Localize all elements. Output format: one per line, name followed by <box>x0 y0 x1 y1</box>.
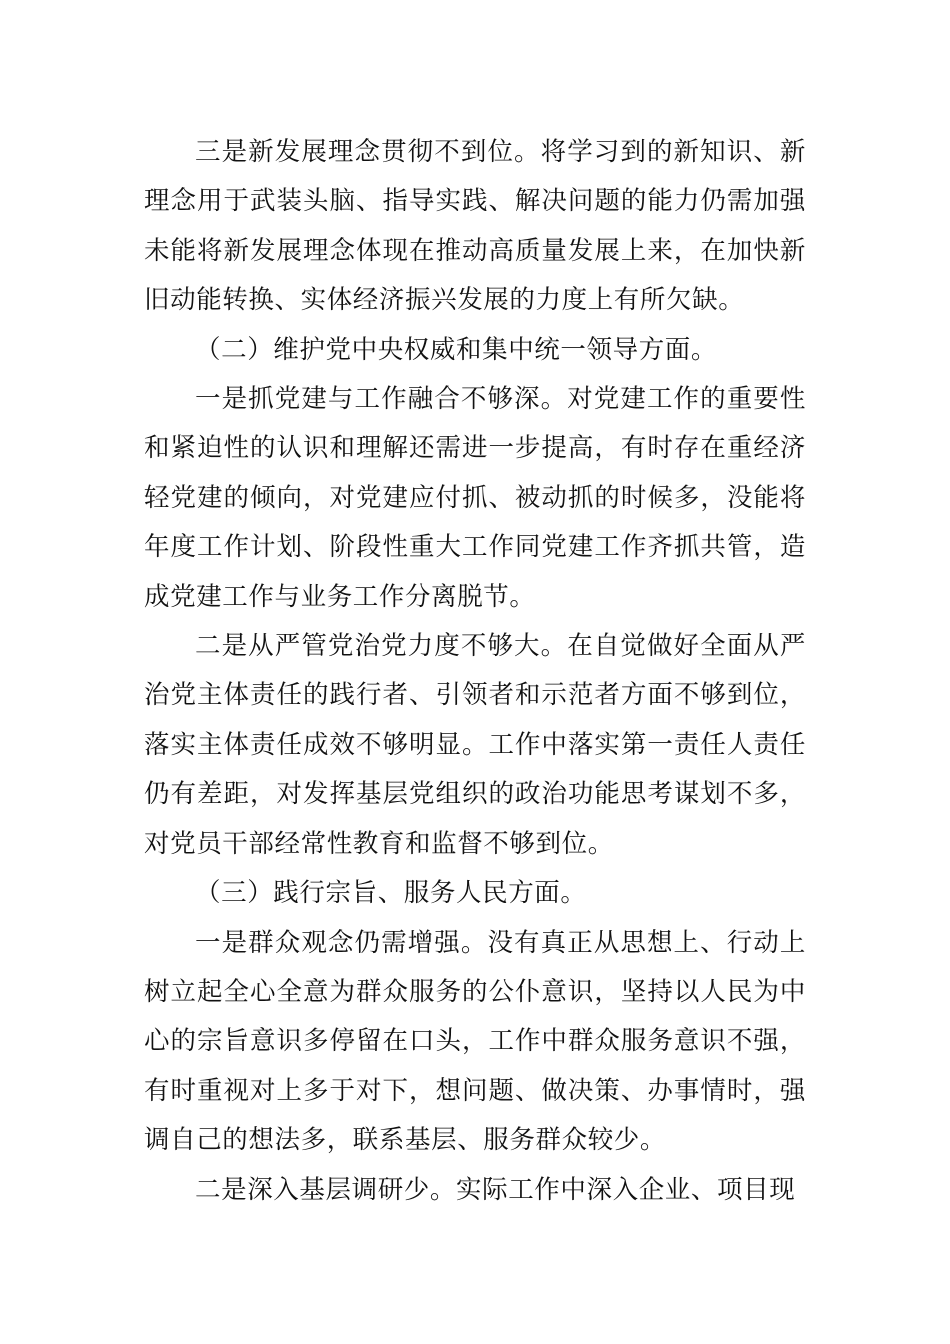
paragraph-grassroots-research: 二是深入基层调研少。实际工作中深入企业、项目现 <box>195 1174 796 1205</box>
paragraph-party-building-integration: 一是抓党建与工作融合不够深。对党建工作的重要性和紧迫性的认识和理解还需进一步提高，有时存在重经济轻党建的倾向，对党建应付抓、被动抓的时候多，没能将年度工作计划、阶段性重大工作同党建工作齐抓共管，造成党建工作与业务工作分离脱节。 <box>144 384 806 612</box>
paragraph-strict-party-governance: 二是从严管党治党力度不够大。在自觉做好全面从严治党主体责任的践行者、引领者和示范者方面不够到位，落实主体责任成效不够明显。工作中落实第一责任人责任仍有差距，对发挥基层党组织的政治功能思考谋划不多，对党员干部经常性教育和监督不够到位。 <box>144 631 806 859</box>
paragraph-new-development-concept: 三是新发展理念贯彻不到位。将学习到的新知识、新理念用于武装头脑、指导实践、解决问题的能力仍需加强未能将新发展理念体现在推动高质量发展上来，在加快新旧动能转换、实体经济振兴发展的力度上有所欠缺。 <box>144 137 806 316</box>
section-heading-3: （三）践行宗旨、服务人民方面。 <box>195 878 587 909</box>
paragraph-mass-concept: 一是群众观念仍需增强。没有真正从思想上、行动上树立起全心全意为群众服务的公仆意识，坚持以人民为中心的宗旨意识多停留在口头，工作中群众服务意识不强，有时重视对上多于对下，想问题、做决策、办事情时，强调自己的想法多，联系基层、服务群众较少。 <box>144 927 806 1156</box>
document-body <box>144 128 806 1215</box>
section-heading-2: （二）维护党中央权威和集中统一领导方面。 <box>195 334 718 365</box>
